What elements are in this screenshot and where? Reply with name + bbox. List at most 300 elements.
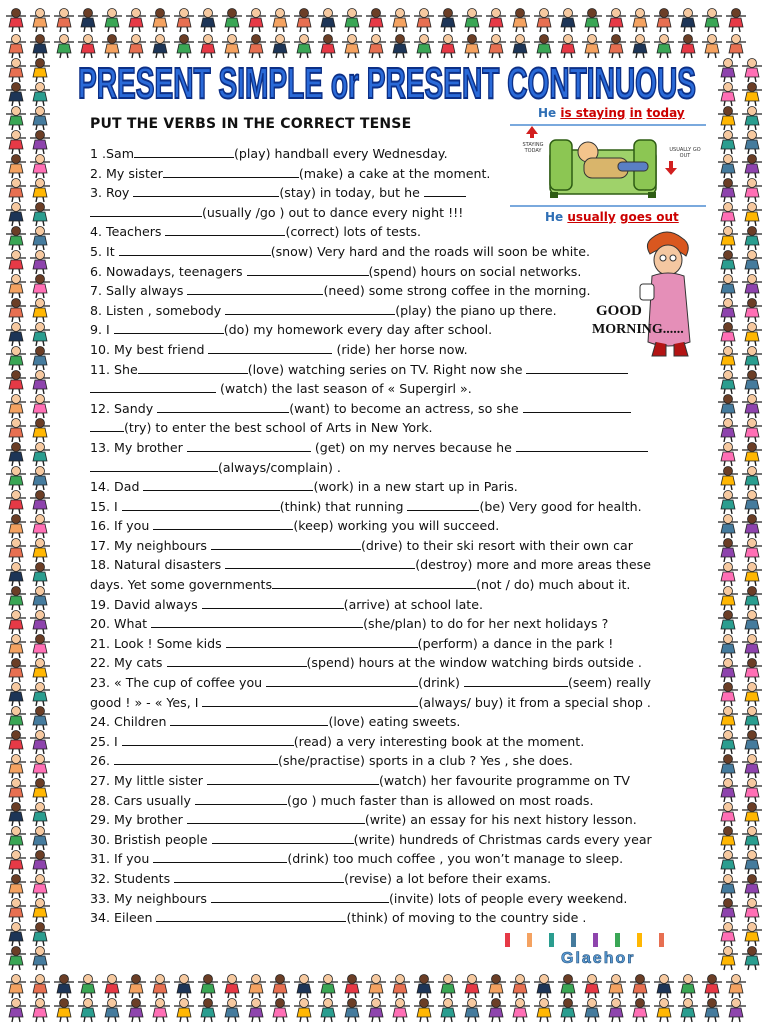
author-logo <box>499 929 689 969</box>
kid-figure-icon <box>6 9 26 33</box>
kid-figure-icon <box>30 9 50 33</box>
kid-figure-icon <box>6 923 26 947</box>
kid-figure-icon <box>6 395 26 419</box>
kid-figure-icon <box>534 975 554 999</box>
kid-figure-icon <box>654 999 674 1023</box>
exercise-line <box>90 791 702 811</box>
sentence-text: (keep) working you will succeed. <box>293 518 500 534</box>
caption-highlight: in <box>629 106 643 120</box>
kid-figure-icon <box>678 999 698 1023</box>
answer-blank[interactable] <box>114 320 224 334</box>
kid-figure-icon <box>718 635 738 659</box>
sentence-text: (revise) a lot before their exams. <box>344 870 552 886</box>
kid-figure-icon <box>534 999 554 1023</box>
kid-figure-icon <box>30 611 50 635</box>
kid-figure-icon <box>718 107 738 131</box>
kid-figure-icon <box>30 563 50 587</box>
sentence-text: (arrive) at school late. <box>343 596 483 612</box>
exercise-line <box>90 889 702 909</box>
kid-figure-icon <box>510 999 530 1023</box>
exercise-line <box>90 497 702 517</box>
kid-figure-icon <box>742 539 762 563</box>
kid-figure-icon <box>150 999 170 1023</box>
kid-figure-icon <box>718 59 738 83</box>
kid-figure-icon <box>462 9 482 33</box>
sentence-text: 6. Nowadays, teenagers <box>90 263 247 279</box>
pencil-icon <box>549 933 554 947</box>
answer-blank[interactable] <box>119 242 271 256</box>
kid-figure-icon <box>606 9 626 33</box>
answer-blank[interactable] <box>526 360 628 374</box>
kid-figure-icon <box>742 467 762 491</box>
answer-blank[interactable] <box>134 144 234 158</box>
kid-figure-icon <box>742 371 762 395</box>
kid-figure-icon <box>718 899 738 923</box>
sentence-text: (think) of moving to the country side . <box>346 910 587 926</box>
kid-figure-icon <box>222 975 242 999</box>
sentence-text: (perform) a dance in the park ! <box>417 635 614 651</box>
answer-blank[interactable] <box>208 340 332 354</box>
sentence-text: (always/complain) . <box>218 459 341 475</box>
kid-figure-icon <box>6 347 26 371</box>
answer-blank[interactable] <box>407 497 479 511</box>
sentence-text: 31. If you <box>90 851 154 867</box>
kid-figure-icon <box>718 683 738 707</box>
kid-figure-icon <box>318 975 338 999</box>
answer-blank[interactable] <box>226 634 418 648</box>
kid-figure-icon <box>718 923 738 947</box>
answer-blank[interactable] <box>187 281 323 295</box>
sentence-text: 14. Dad <box>90 479 144 495</box>
sentence-text: (write) hundreds of Christmas cards every year <box>353 831 652 847</box>
answer-blank[interactable] <box>90 418 124 432</box>
answer-blank[interactable] <box>122 732 294 746</box>
page-title <box>72 52 702 108</box>
sentence-text: 33. My neighbours <box>90 890 211 906</box>
sentence-text: 32. Students <box>90 870 175 886</box>
kid-figure-icon <box>54 999 74 1023</box>
kid-figure-icon <box>718 251 738 275</box>
answer-blank[interactable] <box>272 575 476 589</box>
kid-figure-icon <box>414 9 434 33</box>
kid-figure-icon <box>294 999 314 1023</box>
kid-figure-icon <box>718 275 738 299</box>
kid-figure-icon <box>6 707 26 731</box>
kid-figure-icon <box>726 35 746 59</box>
kid-figure-icon <box>342 999 362 1023</box>
answer-blank[interactable] <box>211 889 389 903</box>
answer-blank[interactable] <box>225 301 395 315</box>
kid-figure-icon <box>742 275 762 299</box>
kid-figure-icon <box>558 999 578 1023</box>
kid-figure-icon <box>270 9 290 33</box>
sentence-text: (read) a very interesting book at the moment. <box>293 733 585 749</box>
kid-figure-icon <box>718 227 738 251</box>
kid-figure-icon <box>126 975 146 999</box>
sentence-text: 29. My brother <box>90 812 187 828</box>
kid-figure-icon <box>198 9 218 33</box>
kid-figure-icon <box>486 999 506 1023</box>
bubble-text: MORNING...... <box>592 322 684 337</box>
exercise-line <box>90 771 702 791</box>
sentence-text: (spend) hours at the window watching birds outside . <box>306 655 642 671</box>
pencil-icon <box>527 933 532 947</box>
exercise-list <box>90 144 702 928</box>
kid-figure-icon <box>742 587 762 611</box>
kid-figure-icon <box>6 539 26 563</box>
kid-figure-icon <box>742 83 762 107</box>
kid-figure-icon <box>742 923 762 947</box>
caption-highlight: today <box>646 106 685 120</box>
exercise-line <box>90 203 702 223</box>
kid-figure-icon <box>30 587 50 611</box>
kid-figure-icon <box>742 635 762 659</box>
kid-figure-icon <box>30 467 50 491</box>
kid-figure-icon <box>6 875 26 899</box>
kid-figure-icon <box>54 9 74 33</box>
kid-figure-icon <box>702 9 722 33</box>
kid-figure-icon <box>246 975 266 999</box>
exercise-line <box>90 830 702 850</box>
kid-figure-icon <box>742 803 762 827</box>
kid-figure-icon <box>742 179 762 203</box>
pencil-icon <box>571 933 576 947</box>
kid-figure-icon <box>366 999 386 1023</box>
kid-figure-icon <box>30 707 50 731</box>
kid-figure-icon <box>270 975 290 999</box>
exercise-line <box>90 438 702 458</box>
answer-blank[interactable] <box>202 693 418 707</box>
kid-figure-icon <box>6 659 26 683</box>
kid-figure-icon <box>6 731 26 755</box>
kid-figure-icon <box>742 443 762 467</box>
kid-figure-icon <box>718 515 738 539</box>
kid-figure-icon <box>30 755 50 779</box>
kid-figure-icon <box>702 975 722 999</box>
exercise-line <box>90 536 702 556</box>
sentence-text: (destroy) more and more areas these <box>415 557 651 573</box>
instruction-heading: PUT THE VERBS IN THE CORRECT TENSE <box>90 116 412 132</box>
kid-figure-icon <box>6 999 26 1023</box>
answer-blank[interactable] <box>153 516 293 530</box>
kid-figure-icon <box>30 683 50 707</box>
kid-figure-icon <box>718 707 738 731</box>
kid-figure-icon <box>6 35 26 59</box>
kid-figure-icon <box>742 563 762 587</box>
sentence-text: (need) some strong coffee in the morning. <box>323 283 591 299</box>
sentence-text: 19. David always <box>90 596 202 612</box>
answer-blank[interactable] <box>165 222 285 236</box>
sentence-text: 18. Natural disasters <box>90 557 226 573</box>
answer-blank[interactable] <box>138 360 248 374</box>
exercise-line <box>90 242 702 262</box>
exercise-line <box>90 183 702 203</box>
kid-figure-icon <box>742 203 762 227</box>
answer-blank[interactable] <box>153 849 287 863</box>
kid-figure-icon <box>510 975 530 999</box>
answer-blank[interactable] <box>266 673 418 687</box>
sentence-text: (she/plan) to do for her next holidays ? <box>363 616 609 632</box>
kid-figure-icon <box>30 975 50 999</box>
answer-blank[interactable] <box>464 673 568 687</box>
kid-figure-icon <box>742 611 762 635</box>
sentence-text: (not / do) much about it. <box>476 577 631 593</box>
kid-figure-icon <box>742 131 762 155</box>
sentence-text: (be) Very good for health. <box>479 498 642 514</box>
answer-blank[interactable] <box>90 458 218 472</box>
answer-blank[interactable] <box>212 830 354 844</box>
kid-figure-icon <box>630 9 650 33</box>
sentence-text: (watch) her favourite programme on TV <box>378 773 631 788</box>
kid-figure-icon <box>742 59 762 83</box>
kid-figure-icon <box>78 999 98 1023</box>
kid-figure-icon <box>6 203 26 227</box>
kid-figure-icon <box>222 9 242 33</box>
answer-blank[interactable] <box>133 183 279 197</box>
answer-blank[interactable] <box>187 810 365 824</box>
answer-blank[interactable] <box>114 751 278 765</box>
pencil-icon <box>593 933 598 947</box>
exercise-line <box>90 477 702 497</box>
answer-blank[interactable] <box>167 653 307 667</box>
kid-figure-icon <box>6 83 26 107</box>
exercise-line <box>90 144 702 164</box>
sentence-text: 25. I <box>90 733 122 749</box>
kid-figure-icon <box>30 83 50 107</box>
kid-figure-icon <box>414 975 434 999</box>
sentence-text: (love) watching series on TV. Right now she <box>247 361 527 377</box>
answer-blank[interactable] <box>156 908 346 922</box>
answer-blank[interactable] <box>174 869 344 883</box>
kid-figure-icon <box>742 227 762 251</box>
sentence-text: 3. Roy <box>90 185 134 201</box>
kid-figure-icon <box>742 755 762 779</box>
kid-figure-icon <box>30 299 50 323</box>
kid-figure-icon <box>654 975 674 999</box>
kid-figure-icon <box>742 779 762 803</box>
kid-figure-icon <box>270 999 290 1023</box>
sentence-text: (watch) the last season of « Supergirl ». <box>216 381 472 397</box>
kid-figure-icon <box>438 975 458 999</box>
kid-figure-icon <box>630 999 650 1023</box>
kid-figure-icon <box>702 999 722 1023</box>
kid-figure-icon <box>174 975 194 999</box>
answer-blank[interactable] <box>195 791 287 805</box>
kid-figure-icon <box>6 227 26 251</box>
sentence-text: 13. My brother <box>90 439 187 455</box>
kid-figure-icon <box>718 323 738 347</box>
kid-figure-icon <box>30 999 50 1023</box>
sentence-text: 2. My sister <box>90 165 163 181</box>
sentence-text: (spend) hours on social networks. <box>368 263 582 279</box>
kid-figure-icon <box>30 203 50 227</box>
sentence-text: 11. She <box>90 361 138 377</box>
pencil-icon <box>505 933 510 947</box>
exercise-line <box>90 575 702 595</box>
answer-blank[interactable] <box>202 595 344 609</box>
kid-figure-icon <box>718 491 738 515</box>
kid-figure-icon <box>102 975 122 999</box>
sentence-text: 20. What <box>90 616 152 632</box>
kid-figure-icon <box>30 731 50 755</box>
kid-figure-icon <box>6 563 26 587</box>
sentence-text: (play) handball every Wednesday. <box>234 146 448 161</box>
kid-figure-icon <box>294 975 314 999</box>
kid-figure-icon <box>534 9 554 33</box>
kid-figure-icon <box>30 659 50 683</box>
label-staying: STAYING TODAY <box>522 142 544 154</box>
exercise-line <box>90 693 702 713</box>
kid-figure-icon <box>742 875 762 899</box>
sentence-text: 4. Teachers <box>90 224 166 240</box>
kid-figure-icon <box>582 9 602 33</box>
kid-figure-icon <box>742 731 762 755</box>
exercise-line <box>90 732 702 752</box>
kid-figure-icon <box>742 419 762 443</box>
kid-figure-icon <box>6 491 26 515</box>
kid-figure-icon <box>6 371 26 395</box>
sentence-text: 34. Eileen <box>90 910 157 926</box>
kid-figure-icon <box>150 9 170 33</box>
kid-figure-icon <box>78 9 98 33</box>
exercise-line <box>90 379 702 399</box>
kid-figure-icon <box>742 683 762 707</box>
kid-figure-icon <box>30 323 50 347</box>
sentence-text: (work) in a new start up in Paris. <box>313 479 518 495</box>
kid-figure-icon <box>366 975 386 999</box>
sentence-text: (stay) in today, but he <box>279 185 424 201</box>
kid-figure-icon <box>742 395 762 419</box>
kid-figure-icon <box>174 9 194 33</box>
caption-is-staying-in <box>538 106 685 120</box>
kid-figure-icon <box>606 999 626 1023</box>
sentence-text: 17. My neighbours <box>90 537 211 553</box>
answer-blank[interactable] <box>143 477 313 491</box>
kid-figure-icon <box>654 9 674 33</box>
kid-figure-icon <box>718 827 738 851</box>
answer-blank[interactable] <box>157 399 289 413</box>
kid-figure-icon <box>718 299 738 323</box>
kid-figure-icon <box>558 9 578 33</box>
caption-highlight: is staying <box>560 106 626 120</box>
kid-figure-icon <box>718 131 738 155</box>
sentence-text: (go ) much faster than is allowed on most roads. <box>286 792 594 808</box>
sentence-text: 12. Sandy <box>90 400 158 416</box>
kid-figure-icon <box>6 251 26 275</box>
sentence-text: 7. Sally always <box>90 283 188 299</box>
caption-highlight: goes out <box>619 210 679 224</box>
kid-figure-icon <box>6 803 26 827</box>
sentence-text: 26. <box>90 753 115 769</box>
answer-blank[interactable] <box>122 497 280 511</box>
sentence-text: (write) an essay for his next history lesson. <box>364 812 637 828</box>
exercise-line <box>90 712 702 732</box>
kid-figure-icon <box>150 975 170 999</box>
kid-figure-icon <box>222 999 242 1023</box>
kid-figure-icon <box>742 155 762 179</box>
sentence-text: 27. My little sister <box>90 773 207 788</box>
page-title-text: PRESENT SIMPLE or PRESENT CONTINUOUS <box>78 59 696 108</box>
kid-figure-icon <box>726 975 746 999</box>
kid-figure-icon <box>30 131 50 155</box>
exercise-line <box>90 262 702 282</box>
kid-figure-icon <box>6 107 26 131</box>
caption-text: He <box>538 106 561 120</box>
kid-figure-icon <box>30 539 50 563</box>
answer-blank[interactable] <box>207 771 379 785</box>
kid-figure-icon <box>6 899 26 923</box>
kid-figure-icon <box>6 515 26 539</box>
answer-blank[interactable] <box>516 438 648 452</box>
kid-figure-icon <box>30 227 50 251</box>
answer-blank[interactable] <box>151 614 363 628</box>
sentence-text: 15. I <box>90 498 122 514</box>
kid-figure-icon <box>718 803 738 827</box>
answer-blank[interactable] <box>225 555 415 569</box>
exercise-line <box>90 595 702 615</box>
exercise-line <box>90 653 702 673</box>
kid-figure-icon <box>726 999 746 1023</box>
kid-figure-icon <box>6 443 26 467</box>
kid-figure-icon <box>30 155 50 179</box>
kid-figure-icon <box>718 851 738 875</box>
answer-blank[interactable] <box>187 438 311 452</box>
kid-figure-icon <box>342 975 362 999</box>
sentence-text: 30. Bristish people <box>90 831 212 847</box>
exercise-line <box>90 222 702 242</box>
kid-figure-icon <box>742 515 762 539</box>
sentence-text: 28. Cars usually <box>90 792 195 808</box>
sentence-text: (invite) lots of people every weekend. <box>388 890 628 906</box>
kid-figure-icon <box>6 419 26 443</box>
sentence-text: (she/practise) sports in a club ? Yes , she does. <box>278 753 573 769</box>
kid-figure-icon <box>30 851 50 875</box>
kid-figure-icon <box>742 251 762 275</box>
answer-blank[interactable] <box>90 203 202 217</box>
sentence-text: (play) the piano up there. <box>395 302 557 318</box>
answer-blank[interactable] <box>247 262 369 276</box>
answer-blank[interactable] <box>90 379 216 393</box>
kid-figure-icon <box>30 251 50 275</box>
exercise-line <box>90 849 702 869</box>
sentence-text: days. Yet some governments <box>90 577 273 593</box>
kid-figure-icon <box>30 35 50 59</box>
kid-figure-icon <box>390 9 410 33</box>
kid-figure-icon <box>30 371 50 395</box>
kid-figure-icon <box>486 975 506 999</box>
kid-figure-icon <box>678 9 698 33</box>
answer-blank[interactable] <box>211 536 361 550</box>
kid-figure-icon <box>742 299 762 323</box>
sentence-text: 22. My cats <box>90 655 167 671</box>
kid-figure-icon <box>198 975 218 999</box>
kid-figure-icon <box>742 851 762 875</box>
answer-blank[interactable] <box>163 164 299 178</box>
sentence-text: 8. Listen , somebody <box>90 302 226 318</box>
exercise-line <box>90 751 702 771</box>
sentence-text: 1 .Sam <box>90 146 134 161</box>
kid-figure-icon <box>462 999 482 1023</box>
exercise-line <box>90 810 702 830</box>
kid-figure-icon <box>30 59 50 83</box>
exercise-line <box>90 908 702 928</box>
kid-figure-icon <box>6 155 26 179</box>
sentence-text: 16. If you <box>90 518 154 534</box>
answer-blank[interactable] <box>523 399 631 413</box>
answer-blank[interactable] <box>424 183 466 197</box>
kid-figure-icon <box>742 659 762 683</box>
answer-blank[interactable] <box>170 712 328 726</box>
